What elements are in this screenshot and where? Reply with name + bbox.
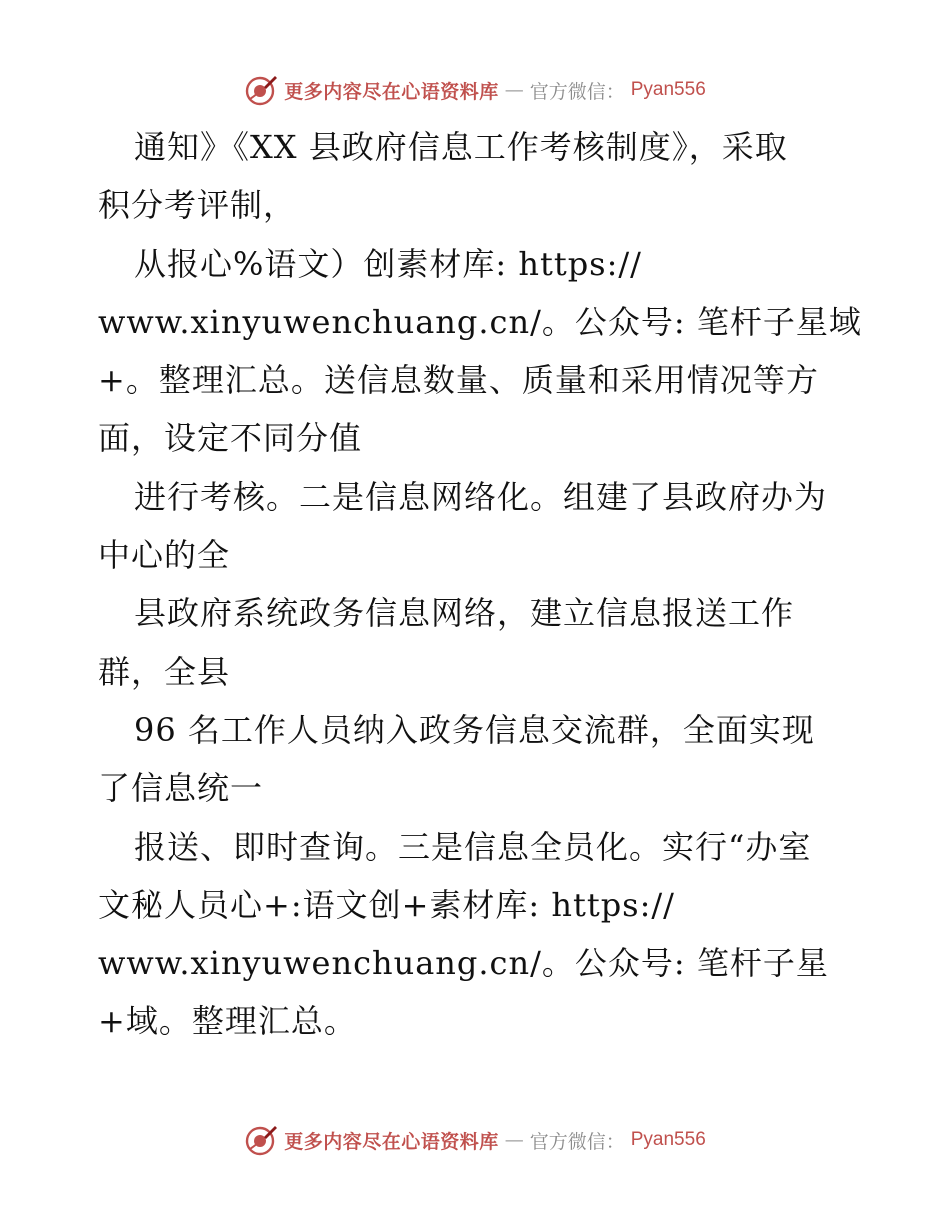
text-line: 中心的全 (98, 536, 231, 575)
text-line: 积分考评制， (98, 186, 297, 225)
text-line: 群，全县 (98, 652, 231, 691)
footer-brand-text: 更多内容尽在心语资料库 (284, 1130, 499, 1153)
footer-banner (0, 1120, 950, 1160)
text-line: 县政府系统政务信息网络，建立信息报送工作 (134, 594, 795, 633)
text-line: 96 名工作人员纳入政务信息交流群，全面实现 (134, 710, 815, 749)
text-line: +。整理汇总。送信息数量、质量和采用情况等方 (98, 361, 819, 400)
footer-wechat-label: 官方微信： (529, 1130, 625, 1153)
header-wechat-id: Pyan556 (630, 79, 706, 100)
header-separator: — (504, 79, 524, 101)
text-line: 面，设定不同分值 (98, 419, 363, 458)
header-wechat-label: 官方微信： (529, 80, 625, 103)
header-banner (0, 70, 950, 110)
text-line: 从报心%语文）创素材库: https:// (134, 244, 642, 283)
brand-logo-icon (244, 73, 278, 107)
text-line: www.xinyuwenchuang.cn/。公众号: 笔杆子星域 (98, 302, 862, 341)
header-brand-text: 更多内容尽在心语资料库 (284, 80, 499, 103)
brand-logo-icon (244, 1123, 278, 1157)
text-line: 报送、即时查询。三是信息全员化。实行“办室 (134, 827, 812, 866)
text-line: 进行考核。二是信息网络化。组建了县政府办为 (134, 477, 828, 516)
text-line: +域。整理汇总。 (98, 1002, 357, 1041)
text-line: 了信息统一 (98, 769, 264, 808)
text-line: 文秘人员心+:语文创+素材库: https:// (98, 885, 675, 924)
text-line: 通知》《XX 县政府信息工作考核制度》，采取 (134, 128, 788, 166)
document-body (98, 118, 862, 1051)
footer-separator: — (504, 1129, 524, 1151)
text-line: www.xinyuwenchuang.cn/。公众号: 笔杆子星 (98, 944, 829, 983)
footer-wechat-id: Pyan556 (630, 1129, 706, 1150)
